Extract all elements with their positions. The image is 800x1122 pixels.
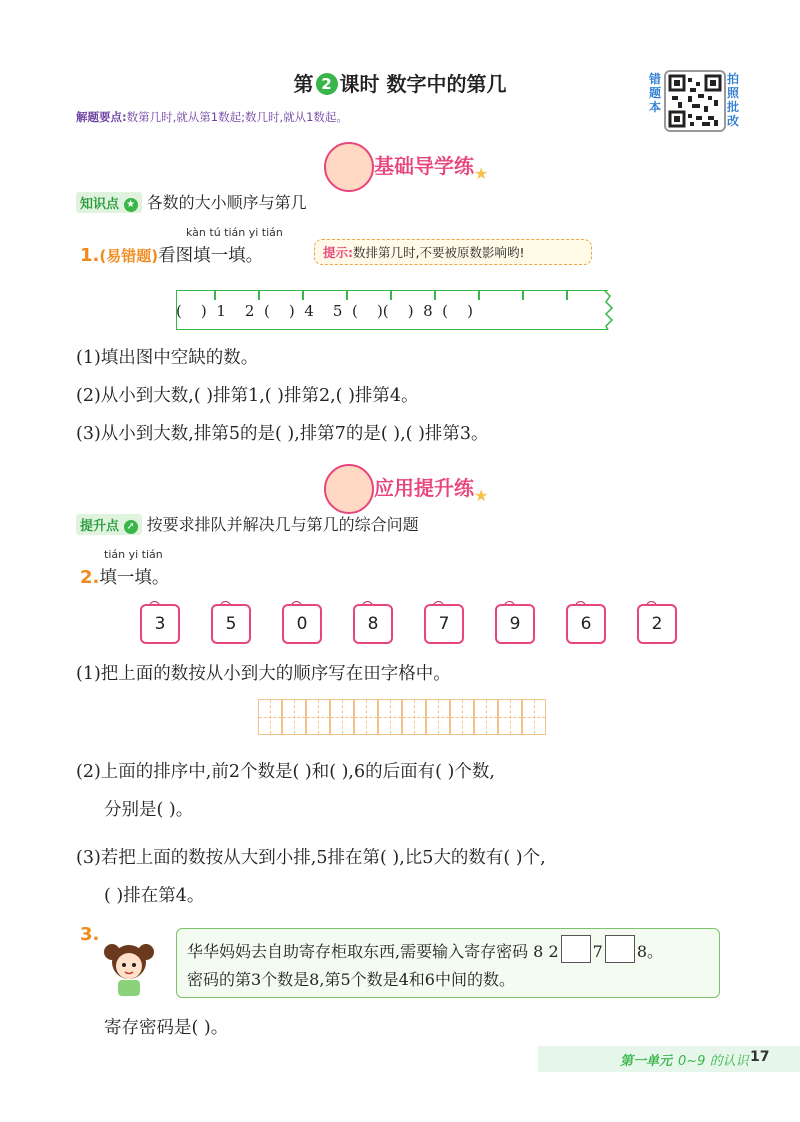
q2-sub2-line1: (2)上面的排序中,前2个数是( )和( ),6的后面有( )个数, bbox=[76, 762, 495, 782]
ruler-tick bbox=[478, 290, 480, 300]
knowledge-point-tag bbox=[76, 192, 142, 213]
key-tip-label: 解题要点: bbox=[76, 110, 127, 124]
q3-line1-end: 8。 bbox=[636, 942, 663, 961]
number-ruler bbox=[176, 290, 616, 330]
ruler-tick bbox=[566, 290, 568, 300]
q2-sub1: (1)把上面的数按从小到大的顺序写在田字格中。 bbox=[76, 664, 451, 684]
star-badge-icon: ★ bbox=[124, 198, 138, 212]
page-number: 17 bbox=[750, 1049, 770, 1065]
qr-left-label: 错题本 bbox=[648, 72, 661, 114]
ruler-tick bbox=[346, 290, 348, 300]
q1-heading bbox=[80, 242, 263, 267]
tian-grid[interactable] bbox=[258, 699, 550, 737]
arrow-badge-icon: ➚ bbox=[124, 520, 138, 534]
q2-number: 2. bbox=[80, 567, 100, 588]
qr-code-block[interactable] bbox=[648, 70, 748, 132]
q3-answer: 寄存密码是( )。 bbox=[104, 1018, 229, 1038]
ruler-tick bbox=[390, 290, 392, 300]
grid-cell[interactable] bbox=[498, 699, 522, 735]
footer-topic: 0~9 的认识 bbox=[678, 1054, 749, 1069]
title-text: 课时 数字中的第几 bbox=[339, 72, 507, 96]
ruler-tick bbox=[434, 290, 436, 300]
password-blank-box[interactable] bbox=[561, 935, 591, 963]
grid-cell[interactable] bbox=[306, 699, 330, 735]
hint-text: 数排第几时,不要被原数影响哟! bbox=[353, 245, 525, 260]
lesson-number-badge: 2 bbox=[316, 73, 338, 95]
q2-text: 填一填。 bbox=[99, 568, 170, 588]
q1-sub3: (3)从小到大数,排第5的是( ),排第7的是( ),( )排第3。 bbox=[76, 424, 489, 444]
q1-text: 看图填一填。 bbox=[158, 246, 264, 266]
improvement-point-tag bbox=[76, 514, 142, 535]
hint-label: 提示: bbox=[323, 245, 353, 260]
grid-cell[interactable] bbox=[474, 699, 498, 735]
q2-pinyin: tián yi tián bbox=[104, 548, 163, 561]
star-icon: ★ bbox=[474, 164, 489, 183]
number-card: 0 bbox=[282, 604, 322, 644]
q2-sub3-line2: ( )排在第4。 bbox=[104, 886, 205, 906]
improvement-point-topic: 按要求排队并解决几与第几的综合问题 bbox=[146, 515, 419, 534]
knowledge-point-topic: 各数的大小顺序与第几 bbox=[146, 193, 307, 212]
number-card: 8 bbox=[353, 604, 393, 644]
grid-cell[interactable] bbox=[354, 699, 378, 735]
page-footer bbox=[538, 1046, 800, 1072]
q2-heading bbox=[80, 564, 169, 589]
knowledge-point-tag-text: 知识点 bbox=[80, 197, 120, 212]
ruler-tick bbox=[214, 290, 216, 300]
number-card: 5 bbox=[211, 604, 251, 644]
grid-cell[interactable] bbox=[402, 699, 426, 735]
grid-cell[interactable] bbox=[426, 699, 450, 735]
number-card: 6 bbox=[566, 604, 606, 644]
grid-cell[interactable] bbox=[282, 699, 306, 735]
grid-cell[interactable] bbox=[378, 699, 402, 735]
q3-speech-box bbox=[176, 928, 720, 998]
girl-mascot-icon bbox=[98, 938, 160, 998]
title-prefix: 第 bbox=[293, 72, 314, 96]
boy-mascot-icon bbox=[324, 464, 374, 514]
improvement-point-tag-text: 提升点 bbox=[80, 519, 120, 534]
q1-number: 1. bbox=[80, 245, 100, 266]
ruler-tick bbox=[522, 290, 524, 300]
knowledge-point-row bbox=[76, 190, 307, 213]
improvement-point-row bbox=[76, 512, 419, 535]
q1-label: (易错题) bbox=[99, 247, 159, 265]
q3-number: 3. bbox=[80, 924, 100, 945]
section-heading-basic: 基础导学练 bbox=[374, 154, 474, 178]
grid-cell[interactable] bbox=[522, 699, 546, 735]
qr-right-label: 拍照批改 bbox=[726, 72, 739, 128]
section-heading-applied: 应用提升练 bbox=[374, 476, 474, 500]
q3-line1 bbox=[187, 935, 709, 966]
boy-mascot-icon bbox=[324, 142, 374, 192]
key-tip-text: 数第几时,就从第1数起;数几时,就从1数起。 bbox=[126, 110, 348, 124]
q1-pinyin: kàn tú tián yi tián bbox=[186, 226, 283, 239]
q3-line2: 密码的第3个数是8,第5个数是4和6中间的数。 bbox=[187, 970, 515, 989]
number-card: 2 bbox=[637, 604, 677, 644]
password-blank-box[interactable] bbox=[605, 935, 635, 963]
qr-code-icon[interactable] bbox=[664, 70, 726, 132]
grid-cell[interactable] bbox=[450, 699, 474, 735]
q2-sub2-line2: 分别是( )。 bbox=[104, 800, 194, 820]
q2-sub3-line1: (3)若把上面的数按从大到小排,5排在第( ),比5大的数有( )个, bbox=[76, 848, 546, 868]
q3-line1-digit: 7 bbox=[592, 942, 603, 961]
star-icon: ★ bbox=[474, 486, 489, 505]
key-tip bbox=[76, 109, 348, 125]
grid-cell[interactable] bbox=[258, 699, 282, 735]
q3-line1-text: 华华妈妈去自助寄存柜取东西,需要输入寄存密码 8 2 bbox=[187, 942, 559, 961]
ruler-tick bbox=[302, 290, 304, 300]
number-card: 9 bbox=[495, 604, 535, 644]
ruler-tick bbox=[258, 290, 260, 300]
hint-box bbox=[314, 239, 592, 265]
number-card: 3 bbox=[140, 604, 180, 644]
q1-sub1: (1)填出图中空缺的数。 bbox=[76, 348, 259, 368]
number-card: 7 bbox=[424, 604, 464, 644]
footer-unit: 第一单元 bbox=[620, 1054, 673, 1069]
ruler-numbers: ( ) 1 2 ( ) 4 5 ( )( ) 8 ( ) bbox=[176, 302, 473, 320]
q1-sub2: (2)从小到大数,( )排第1,( )排第2,( )排第4。 bbox=[76, 386, 419, 406]
grid-cell[interactable] bbox=[330, 699, 354, 735]
